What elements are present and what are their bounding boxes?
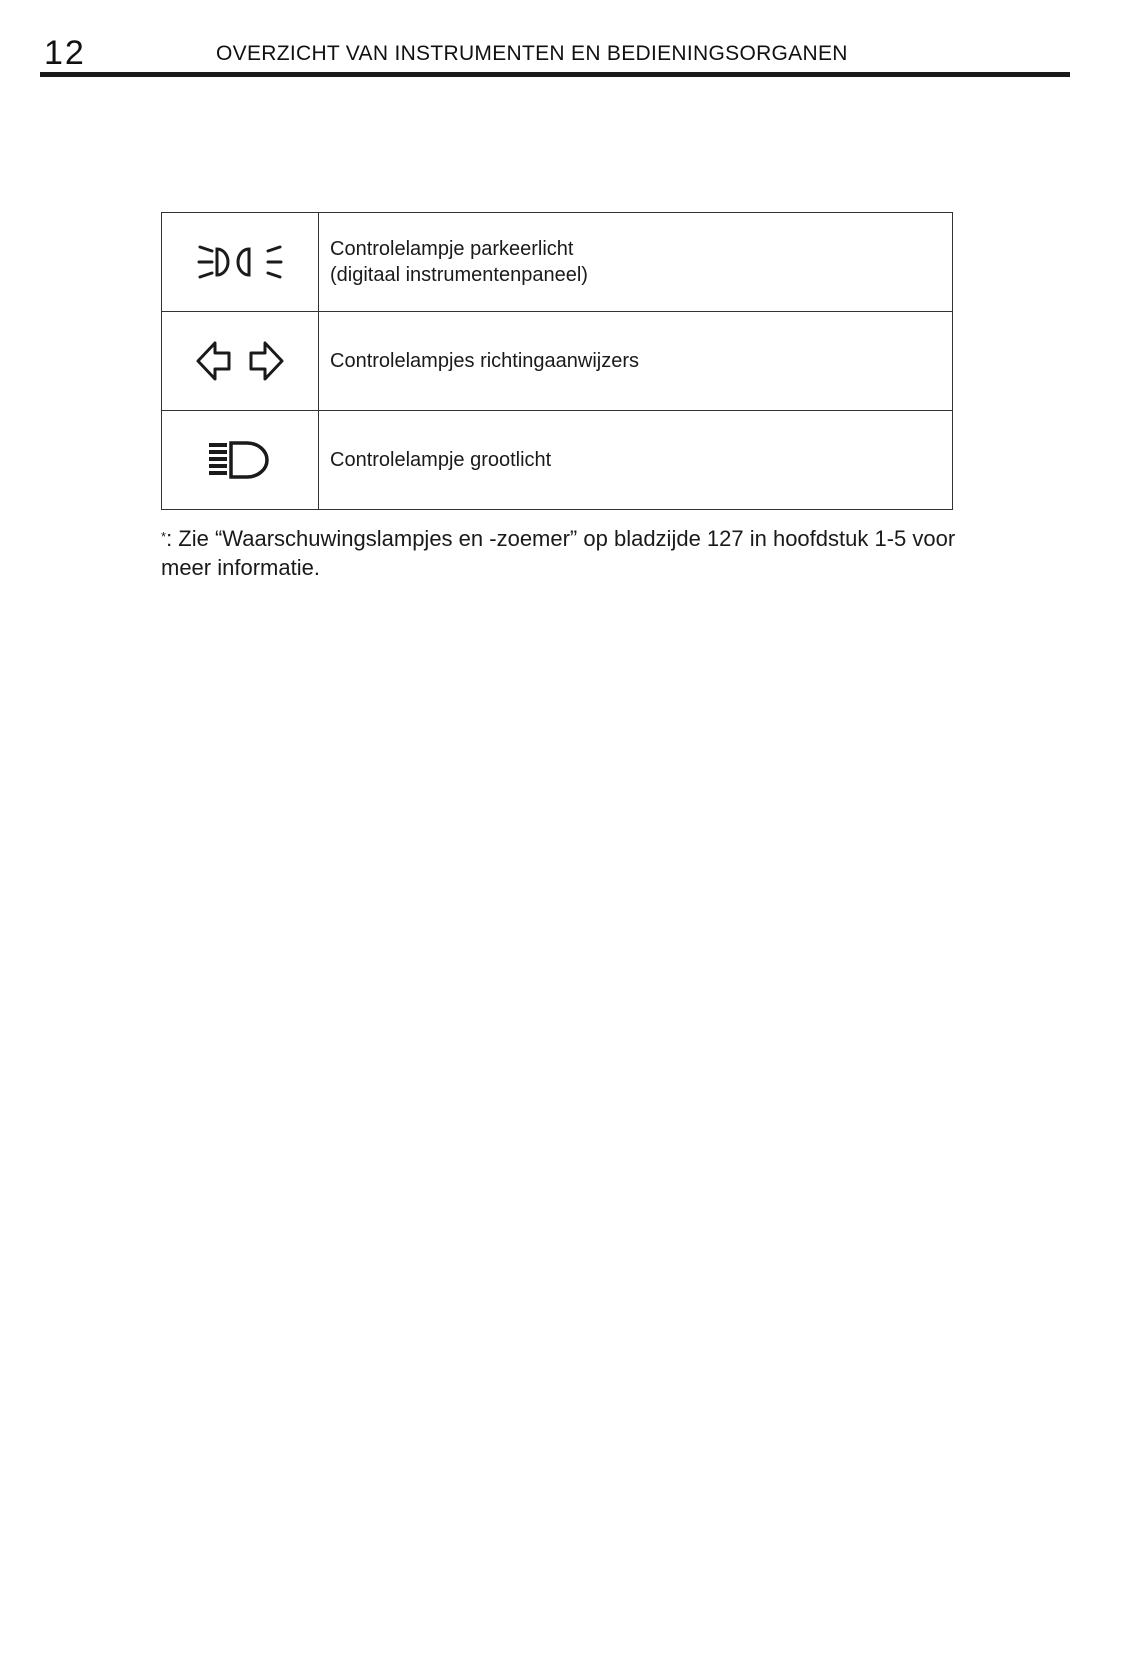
icon-cell [162, 411, 319, 510]
high-beam-icon [205, 437, 275, 483]
parking-light-icon [197, 237, 283, 287]
table-row [162, 312, 953, 411]
table-row [162, 411, 953, 510]
description-cell [319, 411, 953, 510]
page-number: 12 [44, 34, 86, 72]
description-line: (digitaal instrumentenpaneel) [330, 264, 588, 286]
section-title: OVERZICHT VAN INSTRUMENTEN EN BEDIENINGSORGANEN [216, 42, 848, 65]
description-line: Controlelampje grootlicht [330, 449, 552, 471]
header-rule [40, 72, 1070, 77]
icon-cell [162, 213, 319, 312]
indicator-legend-table [161, 212, 953, 510]
table-row [162, 213, 953, 312]
description-line: Controlelampjes richtingaanwijzers [330, 350, 640, 372]
page-header [40, 30, 1070, 78]
footnote-text: : Zie “Waarschuwingslampjes en -zoemer” op bladzijde 127 in hoofdstuk 1-5 voor meer informatie. [161, 526, 956, 580]
description-cell [319, 213, 953, 312]
footnote [161, 524, 961, 582]
description-line: Controlelampje parkeerlicht [330, 238, 574, 260]
footnote-mark: * [161, 529, 167, 544]
turn-signal-arrows-icon [195, 336, 285, 386]
icon-cell [162, 312, 319, 411]
description-cell [319, 312, 953, 411]
